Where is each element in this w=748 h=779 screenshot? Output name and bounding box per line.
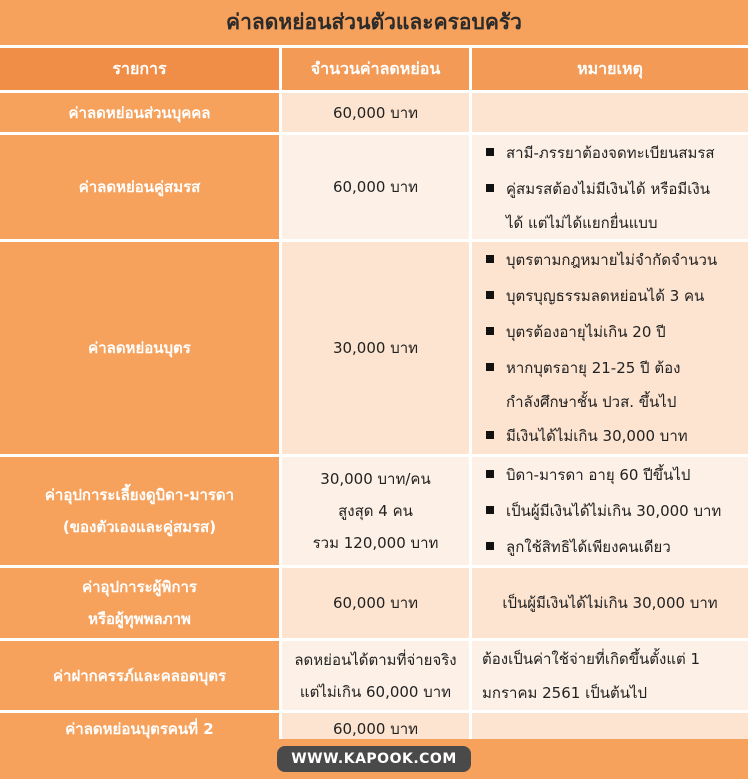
table-row: [0, 242, 748, 457]
square-bullet-icon: [486, 184, 494, 192]
item-line: ค่าอุปการะเลี้ยงดูบิดา-มารดา: [44, 486, 235, 504]
item-cell: ค่าลดหย่อนบุตรคนที่ 2: [0, 713, 282, 745]
note-line: ต้องเป็นค่าใช้จ่ายที่เกิดขึ้นตั้งแต่ 1: [482, 649, 701, 668]
square-bullet-icon: [486, 431, 494, 439]
notes-cell: [472, 135, 748, 242]
table-row: [0, 93, 748, 135]
table-row: [0, 641, 748, 713]
item-line: หรือผู้ทุพพลภาพ: [88, 610, 191, 628]
square-bullet-icon: [486, 255, 494, 263]
item-cell: ค่าลดหย่อนบุตร: [0, 242, 282, 457]
notes-cell: [472, 641, 748, 713]
item-line: ค่าอุปการะผู้พิการ: [82, 578, 197, 596]
square-bullet-icon: [486, 542, 494, 550]
page-title: ค่าลดหย่อนส่วนตัวและครอบครัว: [0, 0, 748, 48]
amount-cell: 60,000 บาท: [282, 93, 472, 135]
amount-line: แต่ไม่เกิน 60,000 บาท: [299, 682, 452, 701]
item-cell: [0, 568, 282, 641]
note-line: มกราคม 2561 เป็นต้นไป: [482, 683, 648, 702]
item-cell: ค่าฝากครรภ์และคลอดบุตร: [0, 641, 282, 713]
item-cell: [0, 457, 282, 568]
square-bullet-icon: [486, 291, 494, 299]
note-item: บุตรต้องอายุไม่เกิน 20 ปี: [486, 314, 742, 350]
square-bullet-icon: [486, 470, 494, 478]
header-notes: หมายเหตุ: [472, 48, 748, 93]
amount-line: 30,000 บาท/คน: [320, 470, 431, 488]
note-item: บิดา-มารดา อายุ 60 ปีขึ้นไป: [486, 457, 742, 493]
table-header-row: [0, 48, 748, 93]
notes-cell: [472, 457, 748, 568]
amount-cell: 60,000 บาท: [282, 135, 472, 242]
amount-cell: [282, 457, 472, 568]
note-item: ลูกใช้สิทธิได้เพียงคนเดียว: [486, 529, 742, 565]
header-amount: จำนวนค่าลดหย่อน: [282, 48, 472, 93]
note-item: หากบุตรอายุ 21-25 ปี ต้อง: [486, 350, 742, 386]
note-item: บุตรตามกฎหมายไม่จำกัดจำนวน: [486, 242, 742, 278]
amount-cell: 60,000 บาท: [282, 568, 472, 641]
note-item: คู่สมรสต้องไม่มีเงินได้ หรือมีเงิน: [486, 171, 742, 207]
item-line: (ของตัวเองและคู่สมรส): [62, 518, 217, 536]
header-item: รายการ: [0, 48, 282, 93]
amount-line: สูงสุด 4 คน: [338, 502, 413, 520]
item-cell: ค่าลดหย่อนคู่สมรส: [0, 135, 282, 242]
notes-cell: เป็นผู้มีเงินได้ไม่เกิน 30,000 บาท: [472, 568, 748, 641]
table-row: [0, 135, 748, 242]
table-row: [0, 568, 748, 641]
item-cell: ค่าลดหย่อนส่วนบุคคล: [0, 93, 282, 135]
note-item: บุตรบุญธรรมลดหย่อนได้ 3 คน: [486, 278, 742, 314]
note-item: เป็นผู้มีเงินได้ไม่เกิน 30,000 บาท: [486, 493, 742, 529]
table-row: [0, 457, 748, 568]
amount-cell: 60,000 บาท: [282, 713, 472, 745]
site-watermark: WWW.KAPOOK.COM: [277, 746, 471, 772]
notes-cell: [472, 242, 748, 457]
note-continuation: กำลังศึกษาชั้น ปวส. ขึ้นไป: [506, 393, 677, 411]
amount-line: ลดหย่อนได้ตามที่จ่ายจริง: [294, 650, 457, 669]
note-item: สามี-ภรรยาต้องจดทะเบียนสมรส: [486, 135, 742, 171]
amount-cell: [282, 641, 472, 713]
deduction-table: [0, 48, 748, 745]
note-item: มีเงินได้ไม่เกิน 30,000 บาท: [486, 418, 742, 454]
amount-cell: 30,000 บาท: [282, 242, 472, 457]
square-bullet-icon: [486, 327, 494, 335]
square-bullet-icon: [486, 363, 494, 371]
note-continuation: ได้ แต่ไม่ได้แยกยื่นแบบ: [506, 214, 658, 232]
footer-bar: [0, 739, 748, 779]
amount-line: รวม 120,000 บาท: [312, 534, 439, 552]
notes-cell: [472, 93, 748, 135]
square-bullet-icon: [486, 506, 494, 514]
square-bullet-icon: [486, 148, 494, 156]
